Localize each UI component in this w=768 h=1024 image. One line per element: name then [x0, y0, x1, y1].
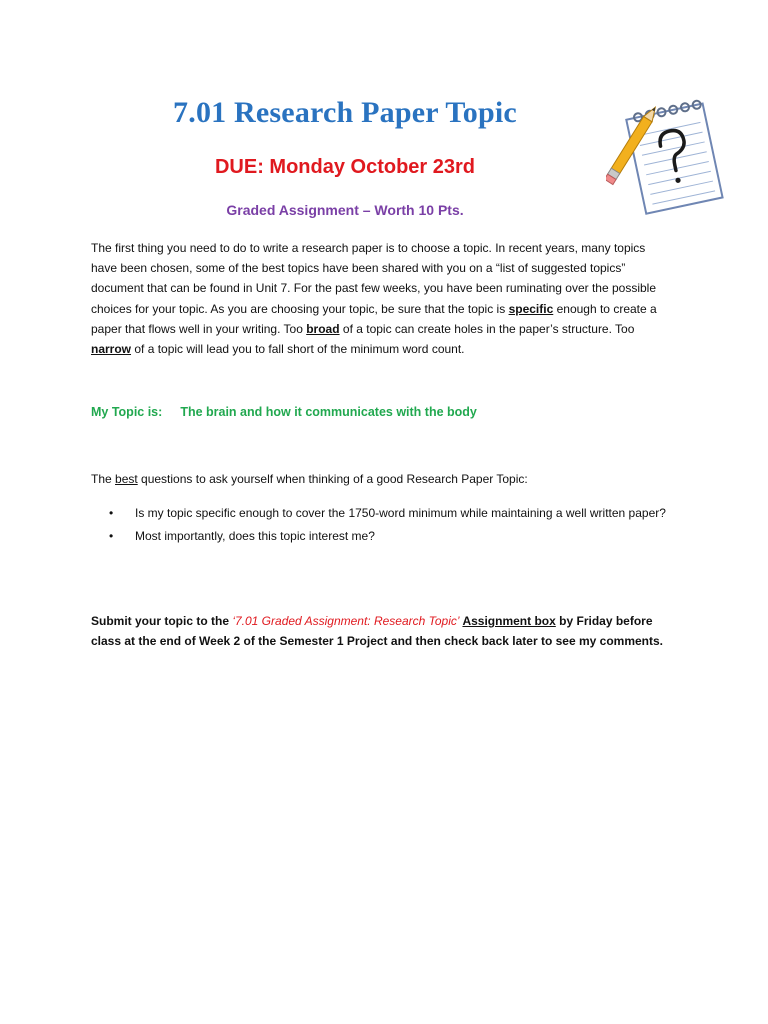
question-text: Is my topic specific enough to cover the 1750-word minimum while maintaining a well written paper? — [135, 506, 666, 520]
due-date: DUE: Monday October 23rd — [214, 156, 476, 178]
best-emphasis: best — [115, 472, 138, 486]
intro-text-4: of a topic will lead you to fall short of the minimum word count. — [131, 342, 465, 357]
notepad-question-icon — [606, 90, 726, 220]
questions-list — [91, 504, 671, 550]
intro-text-1: The first thing you need to do to write a research paper is to choose a topic. In recent years, many topics have been chosen, some of the best topics have been shared with you on a “list of suggested topics” document that can be found in Unit 7. For the past few weeks, you have been ruminating over the possible choices for your topic. As you are choosing your topic, be sure that the topic is — [91, 241, 657, 316]
my-topic-line — [91, 405, 691, 419]
bullet-icon: • — [109, 506, 114, 520]
submit-text-1: Submit your topic to the — [91, 614, 233, 628]
questions-intro-pre: The — [91, 472, 116, 486]
narrow-emphasis: narrow — [91, 342, 132, 357]
questions-intro — [91, 472, 691, 486]
my-topic-label: My Topic is: — [91, 405, 163, 419]
my-topic-value: The brain and how it communicates with the body — [180, 405, 477, 419]
graded-assignment-worth: Graded Assignment – Worth 10 Pts. — [226, 202, 464, 218]
submit-text-2: by Friday before class at the end of Week 2 of the Semester 1 Project and then check back later to see my comments. — [91, 614, 663, 648]
document-title: 7.01 Research Paper Topic — [173, 96, 517, 129]
assignment-name: ‘7.01 Graded Assignment: Research Topic’ — [232, 614, 460, 628]
list-item — [91, 527, 671, 546]
submit-instructions — [91, 611, 681, 651]
broad-emphasis: broad — [306, 321, 340, 336]
bullet-icon: • — [109, 529, 114, 543]
intro-text-3: of a topic can create holes in the paper’s structure. Too — [339, 321, 635, 336]
questions-intro-post: questions to ask yourself when thinking of a good Research Paper Topic: — [137, 472, 528, 486]
question-text: Most importantly, does this topic interest me? — [135, 529, 375, 543]
intro-text-2: enough to create a paper that flows well in your writing. Too — [91, 301, 657, 336]
assignment-box-link: Assignment box — [462, 614, 556, 628]
specific-emphasis: specific — [508, 301, 554, 316]
intro-paragraph — [91, 238, 671, 359]
list-item — [91, 504, 671, 523]
